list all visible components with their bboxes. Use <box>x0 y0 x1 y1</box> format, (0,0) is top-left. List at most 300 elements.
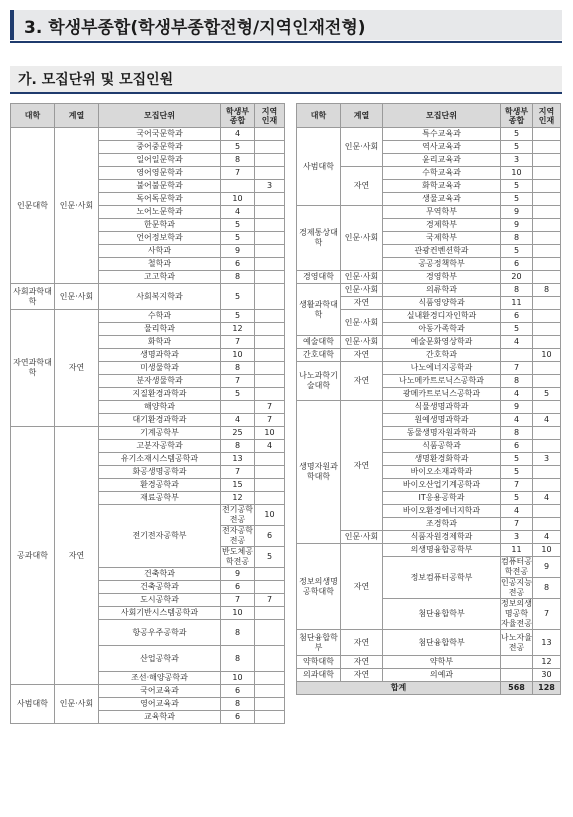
header-college: 대학 <box>297 104 341 128</box>
unit-cell: 식품영양학과 <box>383 297 501 310</box>
college-cell: 간호대학 <box>297 349 341 362</box>
field-cell: 자연 <box>55 427 99 685</box>
regional-count <box>255 141 285 154</box>
general-count: 6 <box>255 526 285 547</box>
general-count: 9 <box>501 219 533 232</box>
general-count <box>501 656 533 669</box>
unit-cell: 의생명융합공학부 <box>383 544 501 557</box>
general-count: 4 <box>221 206 255 219</box>
unit-cell: 공공정책학부 <box>383 258 501 271</box>
table-row <box>297 656 561 669</box>
regional-count <box>255 466 285 479</box>
unit-cell: 바이오산업기계공학과 <box>383 479 501 492</box>
header-regional: 지역 인재 <box>533 104 561 128</box>
regional-count <box>255 607 285 620</box>
regional-count <box>255 362 285 375</box>
section-title <box>10 66 562 94</box>
regional-count <box>533 518 561 531</box>
general-count: 10 <box>221 672 255 685</box>
regional-count <box>255 568 285 581</box>
unit-cell: 고분자공학과 <box>99 440 221 453</box>
unit-cell: 대기환경과학과 <box>99 414 221 427</box>
regional-count: 7 <box>255 594 285 607</box>
college-cell: 공과대학 <box>11 427 55 685</box>
table-row <box>11 310 285 323</box>
table-header-row <box>297 104 561 128</box>
unit-cell: 물리학과 <box>99 323 221 336</box>
regional-count: 5 <box>533 388 561 401</box>
regional-count <box>533 154 561 167</box>
unit-cell: 수학과 <box>99 310 221 323</box>
regional-count <box>255 349 285 362</box>
right-table-body <box>297 128 561 695</box>
regional-count: 3 <box>255 180 285 193</box>
regional-count <box>255 492 285 505</box>
general-count: 8 <box>501 284 533 297</box>
general-count: 9 <box>221 568 255 581</box>
table-row <box>297 544 561 557</box>
general-count: 6 <box>221 581 255 594</box>
general-count: 7 <box>221 167 255 180</box>
title-underline <box>10 41 562 43</box>
unit-cell: 일어일문학과 <box>99 154 221 167</box>
field-cell: 인문·사회 <box>341 206 383 271</box>
table-row <box>11 427 285 440</box>
unit-cell: 건축학과 <box>99 568 221 581</box>
unit-cell: 영어영문학과 <box>99 167 221 180</box>
general-count: 8 <box>221 698 255 711</box>
regional-count <box>533 336 561 349</box>
field-cell: 인문·사회 <box>341 128 383 167</box>
unit-cell: 무역학부 <box>383 206 501 219</box>
unit-cell: 건축공학과 <box>99 581 221 594</box>
regional-count: 3 <box>533 453 561 466</box>
regional-count: 10 <box>533 544 561 557</box>
regional-count <box>533 427 561 440</box>
table-row <box>297 284 561 297</box>
regional-count: 4 <box>255 440 285 453</box>
general-count: 6 <box>221 711 255 724</box>
regional-count: 7 <box>255 401 285 414</box>
unit-cell: 영어교육과 <box>99 698 221 711</box>
college-cell: 예술대학 <box>297 336 341 349</box>
regional-count <box>255 206 285 219</box>
table-row <box>11 284 285 310</box>
field-cell: 자연 <box>341 349 383 362</box>
unit-cell: 조경학과 <box>383 518 501 531</box>
general-count: 9 <box>501 401 533 414</box>
general-count: 5 <box>221 388 255 401</box>
general-count: 6 <box>501 440 533 453</box>
right-table <box>296 103 561 695</box>
unit-cell: 정보의생명공학 자율전공 <box>501 599 532 628</box>
field-cell: 인문·사회 <box>341 336 383 349</box>
general-count: 10 <box>221 607 255 620</box>
general-count: 7 <box>221 375 255 388</box>
general-count: 25 <box>221 427 255 440</box>
total-row <box>297 682 561 695</box>
regional-count <box>255 310 285 323</box>
total-label: 합계 <box>297 682 501 695</box>
college-cell: 인문대학 <box>11 128 55 284</box>
general-count: 11 <box>501 297 533 310</box>
general-count: 8 <box>221 271 255 284</box>
regional-count: 10 <box>255 427 285 440</box>
field-cell: 인문·사회 <box>341 284 383 297</box>
regional-count: 4 <box>533 492 561 505</box>
regional-count: 8 <box>533 284 561 297</box>
unit-cell: 식품자원경제학과 <box>383 531 501 544</box>
unit-cell: 노어노문학과 <box>99 206 221 219</box>
unit-cell: 해양학과 <box>99 401 221 414</box>
unit-cell: 중어중문학과 <box>99 141 221 154</box>
general-count: 5 <box>255 547 285 568</box>
college-cell: 자연과학대학 <box>11 310 55 427</box>
regional-count <box>533 479 561 492</box>
header-unit: 모집단위 <box>383 104 501 128</box>
regional-count <box>533 245 561 258</box>
college-cell: 생명자원과학대학 <box>297 401 341 544</box>
field-cell: 인문·사회 <box>341 531 383 544</box>
unit-cell: 조선·해양공학과 <box>99 672 221 685</box>
general-count: 5 <box>221 141 255 154</box>
unit-cell: 교육학과 <box>99 711 221 724</box>
regional-count <box>533 258 561 271</box>
general-count: 9 <box>501 206 533 219</box>
general-count: 6 <box>501 258 533 271</box>
regional-count <box>255 685 285 698</box>
unit-cell: 분자생물학과 <box>99 375 221 388</box>
unit-cell: 바이오소재과학과 <box>383 466 501 479</box>
general-count: 5 <box>501 492 533 505</box>
unit-cell: 의류학과 <box>383 284 501 297</box>
page-title-text: 3. 학생부종합(학생부종합전형/지역인재전형) <box>24 17 366 38</box>
unit-cell: 나노메카트로닉스공학과 <box>383 375 501 388</box>
unit-cell: 한문학과 <box>99 219 221 232</box>
table-row <box>297 206 561 219</box>
unit-cell: 수학교육과 <box>383 167 501 180</box>
unit-cell: 국어국문학과 <box>99 128 221 141</box>
regional-count <box>533 193 561 206</box>
unit-cell: 광메카트로닉스공학과 <box>383 388 501 401</box>
regional-count <box>533 141 561 154</box>
unit-cell: 식물생명과학과 <box>383 401 501 414</box>
field-cell: 자연 <box>341 656 383 669</box>
college-cell: 나노과학기술대학 <box>297 362 341 401</box>
unit-cell: 간호학과 <box>383 349 501 362</box>
regional-count <box>255 698 285 711</box>
general-count: 4 <box>501 414 533 427</box>
unit-cell: 언어정보학과 <box>99 232 221 245</box>
regional-count <box>255 581 285 594</box>
unit-cell: 독어독문학과 <box>99 193 221 206</box>
regional-count <box>533 505 561 518</box>
unit-cell: 철학과 <box>99 258 221 271</box>
unit-cell: 관광컨벤션학과 <box>383 245 501 258</box>
regional-count <box>533 466 561 479</box>
table-row <box>297 128 561 141</box>
table-row <box>297 349 561 362</box>
general-count: 8 <box>221 646 255 672</box>
regional-count: 4 <box>533 531 561 544</box>
general-count: 5 <box>501 180 533 193</box>
regional-count <box>533 206 561 219</box>
general-count: 8 <box>533 578 561 599</box>
general-count: 5 <box>501 323 533 336</box>
college-cell: 첨단융합학부 <box>297 630 341 656</box>
unit-cell: 실내환경디자인학과 <box>383 310 501 323</box>
unit-cell: 식품공학과 <box>383 440 501 453</box>
unit-cell: 환경공학과 <box>99 479 221 492</box>
subgroup-cell: 첨단융합학부 <box>383 630 501 656</box>
regional-count <box>533 219 561 232</box>
field-cell: 자연 <box>341 669 383 682</box>
field-cell: 자연 <box>341 544 383 630</box>
left-table-body <box>11 128 285 724</box>
table-row <box>297 630 561 656</box>
general-count: 15 <box>221 479 255 492</box>
page-title <box>10 10 562 40</box>
regional-count <box>255 375 285 388</box>
general-count: 5 <box>501 466 533 479</box>
regional-count <box>533 323 561 336</box>
general-count: 7 <box>501 479 533 492</box>
regional-count <box>255 128 285 141</box>
general-count: 10 <box>501 167 533 180</box>
regional-count <box>255 167 285 180</box>
subgroup-cell: 첨단융합학부 <box>383 599 501 630</box>
general-count: 4 <box>501 336 533 349</box>
header-regional: 지역 인재 <box>255 104 285 128</box>
college-cell: 경제통상대학 <box>297 206 341 271</box>
unit-cell: 생명과학과 <box>99 349 221 362</box>
regional-count <box>255 219 285 232</box>
general-count: 8 <box>221 154 255 167</box>
general-count: 8 <box>221 620 255 646</box>
general-count: 5 <box>221 232 255 245</box>
unit-cell: 나노자율전공 <box>501 630 533 656</box>
regional-count <box>255 646 285 672</box>
general-count: 7 <box>221 594 255 607</box>
general-count: 20 <box>501 271 533 284</box>
regional-count <box>255 232 285 245</box>
regional-count <box>255 271 285 284</box>
general-count: 10 <box>255 505 285 526</box>
general-count: 8 <box>221 440 255 453</box>
field-cell: 자연 <box>341 362 383 401</box>
unit-cell: 동물생명자원과학과 <box>383 427 501 440</box>
unit-cell: 전자공학전공 <box>222 526 253 545</box>
regional-count <box>533 362 561 375</box>
general-count: 7 <box>221 466 255 479</box>
general-count: 9 <box>533 557 561 578</box>
unit-cell: 아동가족학과 <box>383 323 501 336</box>
general-count <box>221 180 255 193</box>
general-count: 5 <box>501 453 533 466</box>
table-row <box>297 669 561 682</box>
college-cell: 약학대학 <box>297 656 341 669</box>
total-general: 568 <box>501 682 533 695</box>
regional-count <box>533 440 561 453</box>
unit-cell: 도시공학과 <box>99 594 221 607</box>
college-cell: 정보의생명공학대학 <box>297 544 341 630</box>
table-header-row <box>11 104 285 128</box>
regional-count <box>533 271 561 284</box>
field-cell: 자연 <box>341 297 383 310</box>
header-unit: 모집단위 <box>99 104 221 128</box>
regional-count <box>255 258 285 271</box>
section-title-text: 가. 모집단위 및 모집인원 <box>18 72 174 88</box>
unit-cell: 반도체공학전공 <box>222 547 253 566</box>
unit-cell: 윤리교육과 <box>383 154 501 167</box>
general-count: 7 <box>501 362 533 375</box>
regional-count <box>533 180 561 193</box>
field-cell: 인문·사회 <box>55 685 99 724</box>
unit-cell: 미생물학과 <box>99 362 221 375</box>
general-count: 4 <box>221 414 255 427</box>
general-count: 6 <box>221 258 255 271</box>
field-cell: 자연 <box>341 167 383 206</box>
regional-count <box>255 388 285 401</box>
general-count: 7 <box>501 518 533 531</box>
header-general: 학생부 종합 <box>221 104 255 128</box>
regional-count: 10 <box>533 349 561 362</box>
general-count: 3 <box>501 531 533 544</box>
college-cell: 경영대학 <box>297 271 341 284</box>
general-count: 4 <box>501 505 533 518</box>
general-count: 12 <box>221 492 255 505</box>
unit-cell: 화학과 <box>99 336 221 349</box>
regional-count: 12 <box>533 656 561 669</box>
general-count: 8 <box>501 232 533 245</box>
unit-cell: 사회기반시스템공학과 <box>99 607 221 620</box>
general-count: 6 <box>501 310 533 323</box>
unit-cell: 컴퓨터공학전공 <box>501 557 532 576</box>
college-cell: 의과대학 <box>297 669 341 682</box>
unit-cell: 예술문화영상학과 <box>383 336 501 349</box>
left-table <box>10 103 285 724</box>
unit-cell: 사학과 <box>99 245 221 258</box>
unit-cell: 나노에너지공학과 <box>383 362 501 375</box>
general-count: 5 <box>501 128 533 141</box>
unit-cell: 경제학부 <box>383 219 501 232</box>
general-count: 3 <box>501 154 533 167</box>
total-regional: 128 <box>533 682 561 695</box>
regional-count <box>533 297 561 310</box>
header-college: 대학 <box>11 104 55 128</box>
unit-cell: 의예과 <box>383 669 501 682</box>
general-count: 7 <box>221 336 255 349</box>
regional-count <box>255 336 285 349</box>
field-cell: 자연 <box>55 310 99 427</box>
unit-cell: 국어교육과 <box>99 685 221 698</box>
unit-cell: 경영학부 <box>383 271 501 284</box>
regional-count <box>533 310 561 323</box>
general-count: 5 <box>501 141 533 154</box>
unit-cell: 기계공학부 <box>99 427 221 440</box>
unit-cell: 바이오환경에너지학과 <box>383 505 501 518</box>
regional-count <box>255 154 285 167</box>
unit-cell: IT응용공학과 <box>383 492 501 505</box>
regional-count <box>533 375 561 388</box>
regional-count <box>255 323 285 336</box>
field-cell: 인문·사회 <box>55 128 99 284</box>
field-cell: 자연 <box>341 630 383 656</box>
regional-count <box>255 453 285 466</box>
unit-cell: 원예생명과학과 <box>383 414 501 427</box>
field-cell: 인문·사회 <box>341 271 383 284</box>
general-count: 6 <box>221 685 255 698</box>
field-cell: 자연 <box>341 401 383 531</box>
general-count: 8 <box>221 362 255 375</box>
unit-cell: 화공생명공학과 <box>99 466 221 479</box>
general-count: 5 <box>501 193 533 206</box>
general-count: 8 <box>501 427 533 440</box>
general-count <box>501 349 533 362</box>
unit-cell: 지질환경과학과 <box>99 388 221 401</box>
regional-count: 30 <box>533 669 561 682</box>
table-row <box>11 128 285 141</box>
general-count: 8 <box>501 375 533 388</box>
regional-count <box>255 711 285 724</box>
unit-cell: 불어불문학과 <box>99 180 221 193</box>
field-cell: 인문·사회 <box>55 284 99 310</box>
college-cell: 사범대학 <box>297 128 341 206</box>
general-count <box>221 401 255 414</box>
header-field: 계열 <box>341 104 383 128</box>
unit-cell: 국제학부 <box>383 232 501 245</box>
unit-cell: 인공지능전공 <box>501 578 532 597</box>
unit-cell: 약학부 <box>383 656 501 669</box>
general-count: 9 <box>221 245 255 258</box>
unit-cell: 전기공학전공 <box>222 505 253 524</box>
field-cell: 인문·사회 <box>341 310 383 336</box>
unit-cell: 생명환경화학과 <box>383 453 501 466</box>
subgroup-cell: 전기전자공학부 <box>99 505 221 568</box>
unit-cell: 재료공학부 <box>99 492 221 505</box>
unit-cell: 산업공학과 <box>99 646 221 672</box>
unit-cell: 특수교육과 <box>383 128 501 141</box>
table-row <box>297 362 561 375</box>
general-count: 4 <box>501 388 533 401</box>
general-count: 11 <box>501 544 533 557</box>
general-count: 5 <box>501 245 533 258</box>
regional-count <box>533 128 561 141</box>
regional-count <box>255 284 285 310</box>
general-count <box>501 669 533 682</box>
unit-cell: 고고학과 <box>99 271 221 284</box>
table-row <box>297 401 561 414</box>
general-count: 4 <box>221 128 255 141</box>
table-row <box>11 685 285 698</box>
unit-cell: 화학교육과 <box>383 180 501 193</box>
unit-cell: 사회복지학과 <box>99 284 221 310</box>
college-cell: 사회과학대학 <box>11 284 55 310</box>
general-count: 5 <box>221 284 255 310</box>
general-count: 12 <box>221 323 255 336</box>
general-count: 13 <box>221 453 255 466</box>
regional-count <box>255 193 285 206</box>
unit-cell: 역사교육과 <box>383 141 501 154</box>
subgroup-cell: 정보컴퓨터공학부 <box>383 557 501 599</box>
regional-count <box>533 401 561 414</box>
regional-count <box>255 672 285 685</box>
regional-count: 4 <box>533 414 561 427</box>
general-count: 13 <box>533 630 561 656</box>
general-count: 5 <box>221 310 255 323</box>
unit-cell: 항공우주공학과 <box>99 620 221 646</box>
unit-cell: 생물교육과 <box>383 193 501 206</box>
